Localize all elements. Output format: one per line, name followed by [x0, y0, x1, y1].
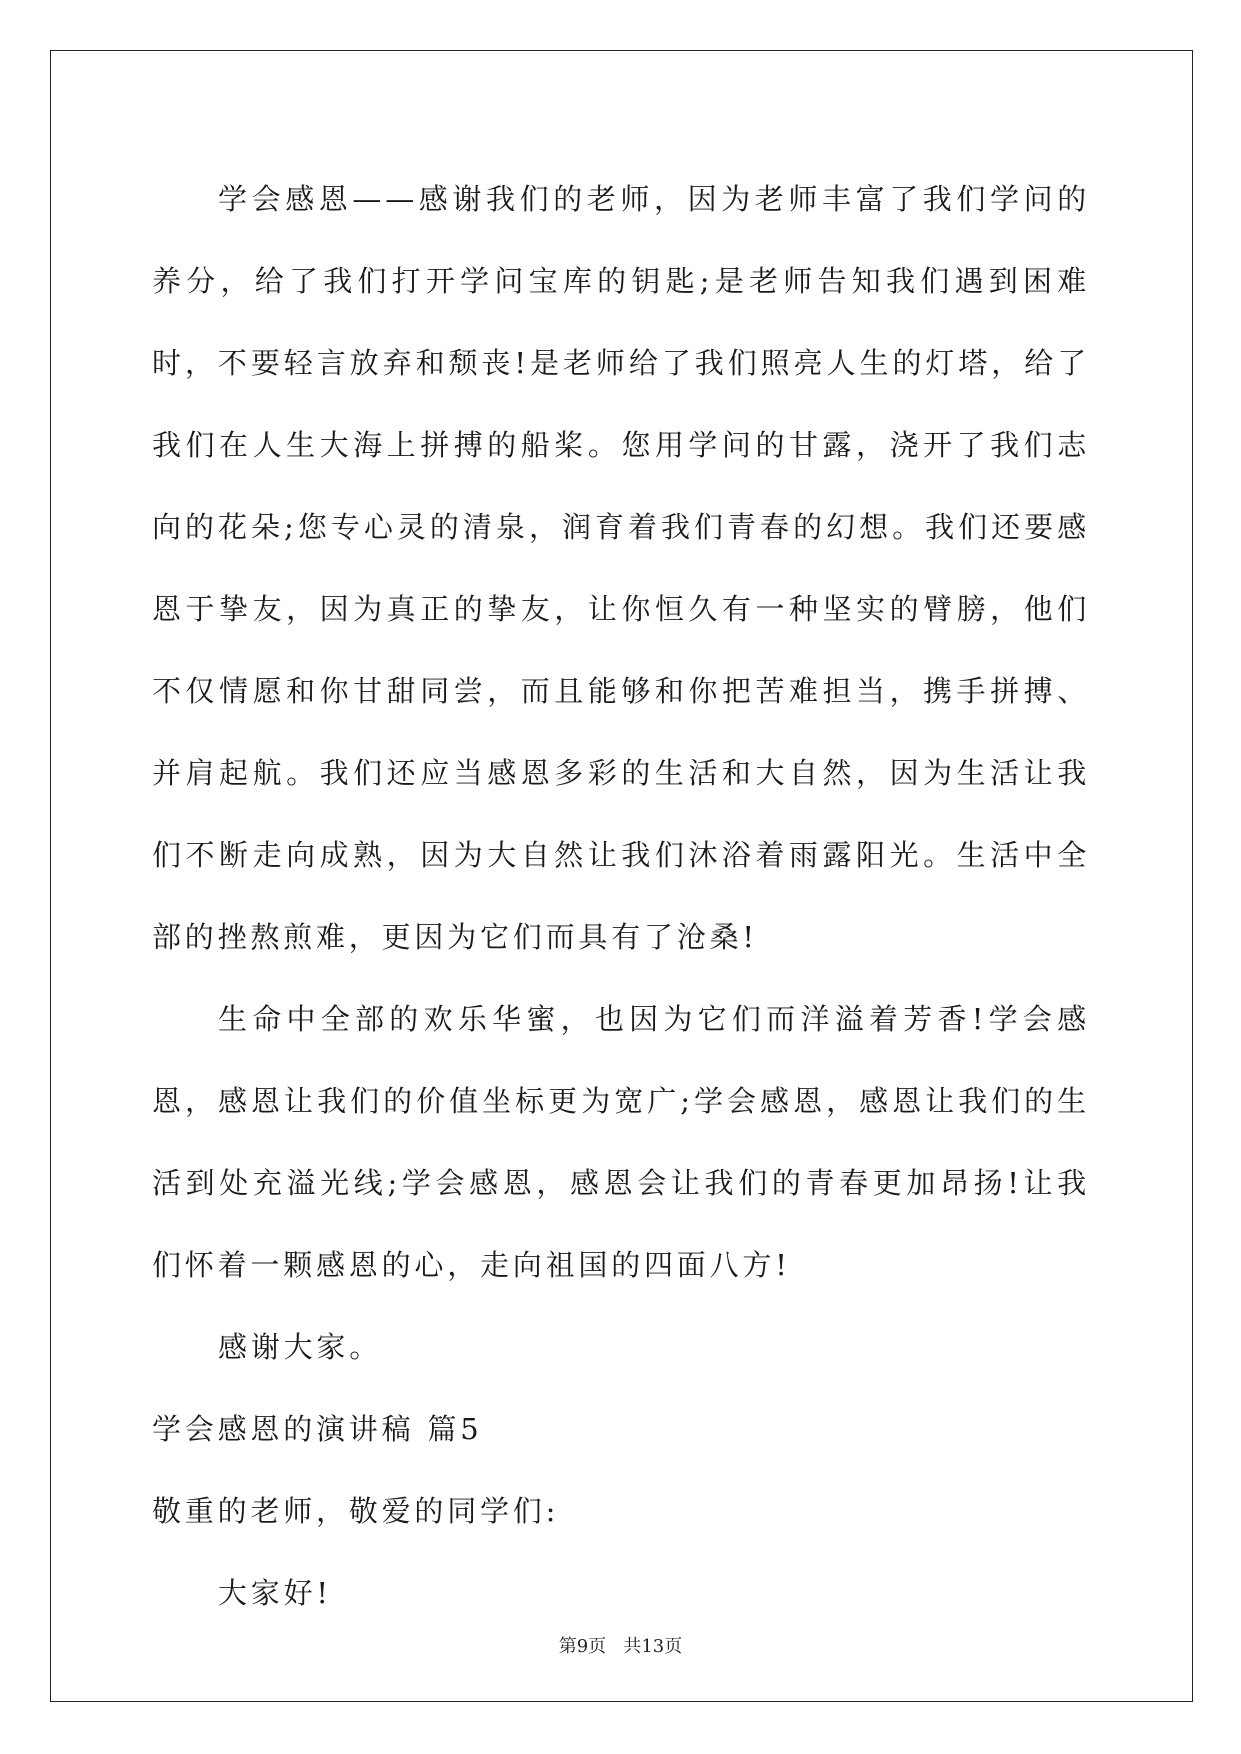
- salutation: 敬重的老师，敬爱的同学们:: [152, 1494, 560, 1528]
- page-footer: [0, 1632, 1241, 1658]
- paragraph-learn-gratitude: 生命中全部的欢乐华蜜，也因为它们而洋溢着芳香!学会感恩，感恩让我们的价值坐标更为宽广;学会感恩，感恩让我们的生活到处充溢光线;学会感恩，感恩会让我们的青春更加昂扬!让我们怀着一颗感恩的心，走向祖国的四面八方!: [152, 1002, 1090, 1282]
- paragraph-gratitude-teachers: 学会感恩——感谢我们的老师，因为老师丰富了我们学问的养分，给了我们打开学问宝库的钥匙;是老师告知我们遇到困难时，不要轻言放弃和颓丧!是老师给了我们照亮人生的灯塔，给了我们在人生大海上拼搏的船桨。您用学问的甘露，浇开了我们志向的花朵;您专心灵的清泉，润育着我们青春的幻想。我们还要感恩于挚友，因为真正的挚友，让你恒久有一种坚实的臂膀，他们不仅情愿和你甘甜同尝，而且能够和你把苦难担当，携手拼搏、并肩起航。我们还应当感恩多彩的生活和大自然，因为生活让我们不断走向成熟，因为大自然让我们沐浴着雨露阳光。生活中全部的挫熬煎难，更因为它们而具有了沧桑!: [152, 182, 1090, 954]
- paragraph-thanks: 感谢大家。: [218, 1330, 383, 1364]
- section-heading: 学会感恩的演讲稿 篇5: [152, 1412, 483, 1446]
- page-total: 共13页: [623, 1636, 683, 1657]
- greeting: 大家好!: [218, 1576, 332, 1610]
- page-number: 第9页: [558, 1636, 607, 1657]
- document-body: [152, 158, 1090, 1634]
